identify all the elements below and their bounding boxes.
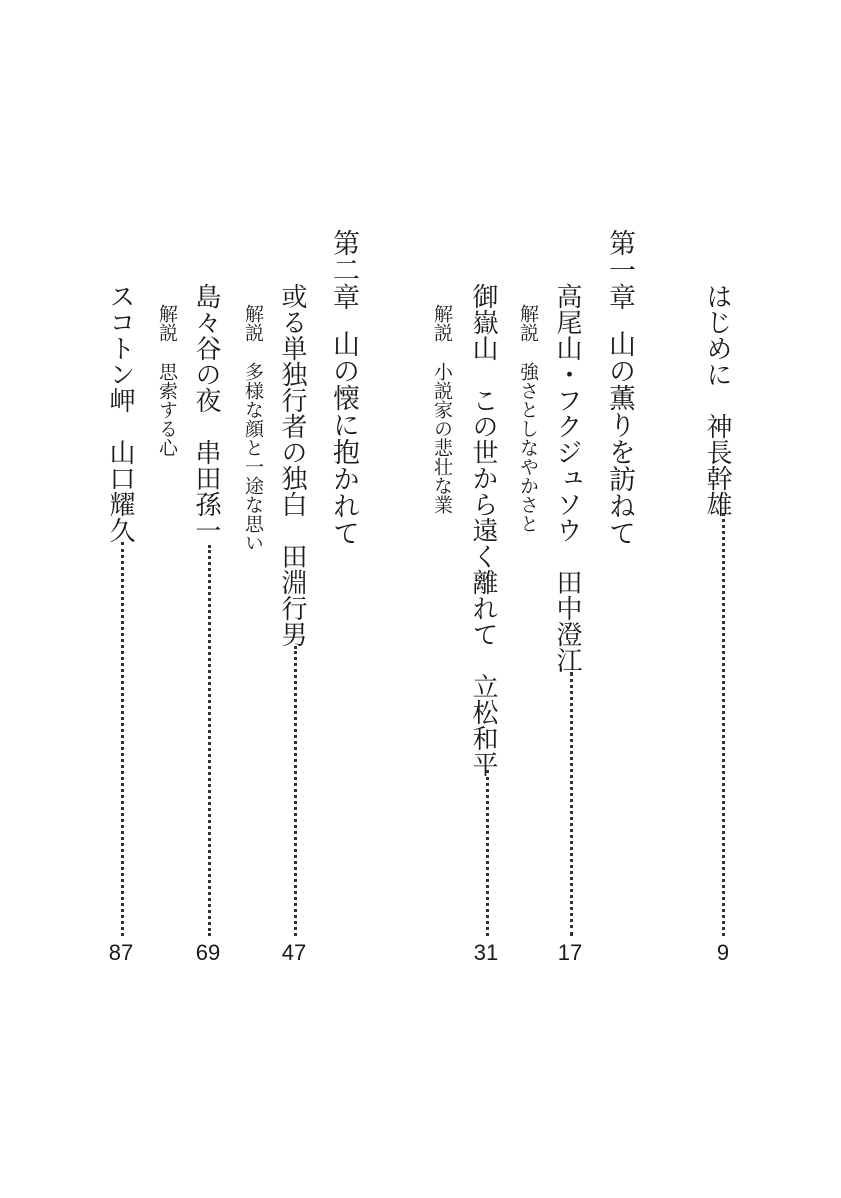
leader-dots [570, 672, 573, 936]
entry-author: 田淵行男 [277, 543, 307, 647]
commentary-text: 思索する心 [156, 362, 178, 457]
toc-entry-shimashimadani[interactable] [193, 283, 219, 543]
entry-author: 山口耀久 [105, 439, 135, 543]
page-number: 31 [473, 940, 499, 965]
toc-entry-single-climber[interactable] [279, 283, 305, 647]
leader-dots [722, 513, 725, 936]
entry-subtitle: この世から遠く離れて [468, 387, 498, 647]
entry-author: 串田孫一 [191, 439, 221, 543]
entry-title: はじめに [702, 283, 732, 387]
page-number: 69 [195, 940, 221, 965]
entry-title: 御嶽山 [468, 283, 498, 361]
entry-author: 田中澄江 [552, 569, 582, 673]
commentary-label: 解説 [242, 304, 264, 342]
chapter-heading-1 [606, 229, 633, 546]
toc-entry-hajimeni[interactable] [704, 283, 730, 517]
leader-dots [486, 770, 489, 936]
chapter-number: 第二章 [328, 229, 359, 310]
entry-author: 神長幹雄 [702, 413, 732, 517]
chapter-number: 第一章 [604, 229, 635, 310]
page-number: 9 [716, 940, 730, 965]
leader-dots [294, 646, 297, 936]
commentary-text: 小説家の悲壮な業 [431, 362, 453, 514]
chapter-title: 山の懐に抱かれて [328, 330, 359, 546]
commentary-label: 解説 [156, 304, 178, 342]
leader-dots [121, 542, 124, 936]
entry-title: スコトン岬 [105, 283, 135, 413]
leader-dots [208, 545, 211, 936]
entry-author: 立松和平 [468, 673, 498, 777]
toc-entry-sukoton-misaki[interactable] [107, 283, 133, 543]
page-number: 47 [281, 940, 307, 965]
page-number: 17 [557, 940, 583, 965]
commentary-text: 強さとしなやかさと [517, 362, 539, 533]
commentary-label: 解説 [517, 304, 539, 342]
commentary-entry [243, 304, 262, 552]
entry-title: 高尾山・フクジュソウ [552, 283, 582, 543]
toc-entry-ontakesan[interactable] [470, 283, 496, 777]
commentary-entry [157, 304, 176, 457]
commentary-text: 多様な顔と一途な思い [242, 362, 264, 552]
entry-title: 島々谷の夜 [191, 283, 221, 413]
toc-entry-takaosan[interactable] [554, 283, 580, 673]
entry-title: 或る単独行者の独白 [277, 283, 307, 517]
page-number: 87 [108, 940, 134, 965]
chapter-heading-2 [330, 229, 357, 546]
commentary-entry [432, 304, 451, 514]
commentary-label: 解説 [431, 304, 453, 342]
commentary-entry [518, 304, 537, 533]
chapter-title: 山の薫りを訪ねて [604, 330, 635, 546]
